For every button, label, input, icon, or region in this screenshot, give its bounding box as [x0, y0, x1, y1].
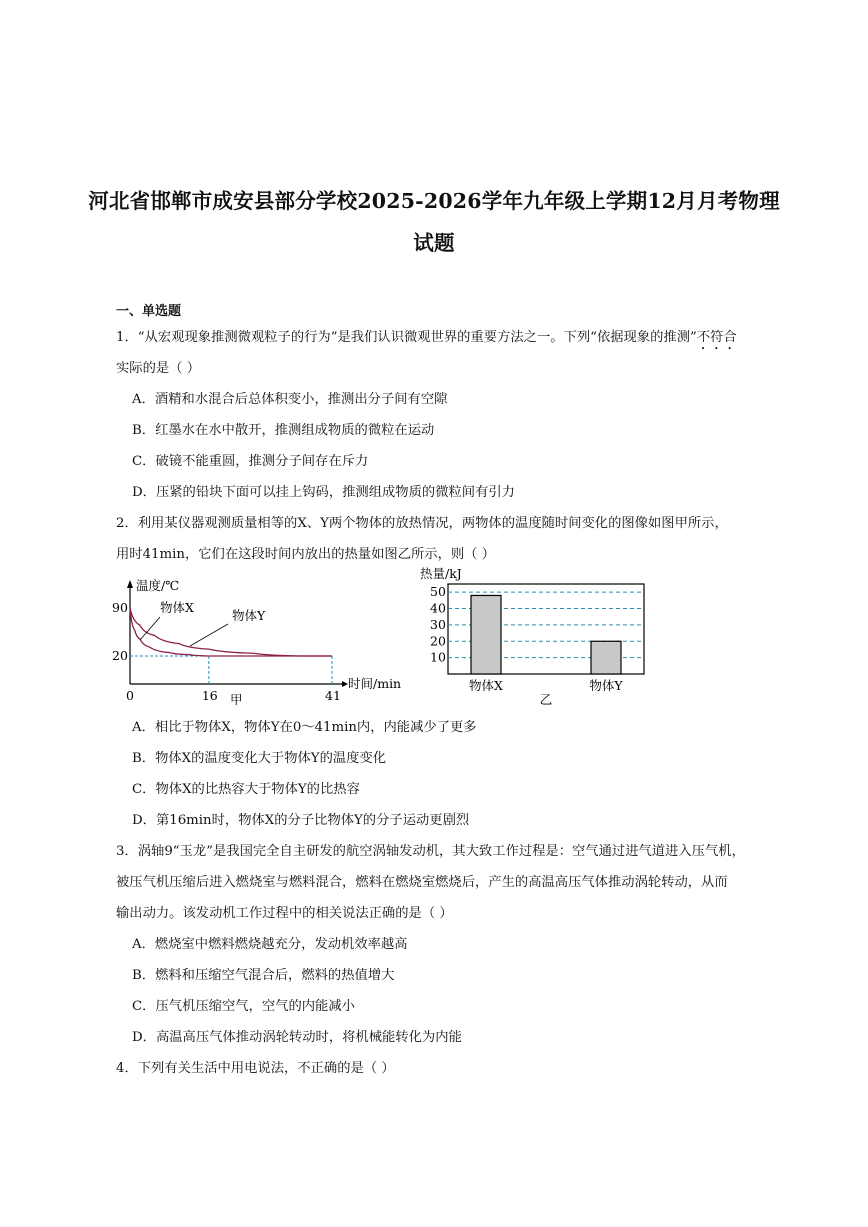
bar-y: [591, 641, 621, 674]
x-tick-label: 41: [325, 688, 341, 703]
question-1-option-c: C．破镜不能重圆，推测分子间存在斥力: [132, 454, 369, 469]
x-axis-label: 时间/min: [348, 676, 402, 691]
question-3-option-a: A．燃烧室中燃料燃烧越充分，发动机效率越高: [132, 937, 408, 952]
question-2-option-d: D．第16min时，物体X的分子比物体Y的分子运动更剧烈: [132, 813, 470, 828]
question-1-option-a: A．酒精和水混合后总体积变小，推测出分子间有空隙: [132, 392, 448, 407]
x-tick-label: 物体X: [469, 678, 503, 693]
series-line-y: [130, 608, 332, 656]
series-line-x: [130, 608, 332, 656]
question-3-stem-cont: 被压气机压缩后进入燃烧室与燃料混合，燃料在燃烧室燃烧后，产生的高温高压气体推动涡轮转动，从而: [116, 875, 728, 890]
document-title: 河北省邯郸市成安县部分学校2025-2026学年九年级上学期12月月考物理: [88, 189, 780, 213]
question-4-stem: 4．下列有关生活中用电说法，不正确的是（ ）: [116, 1061, 395, 1076]
y-tick-label: 10: [430, 649, 446, 665]
y-axis-label: 温度/℃: [136, 578, 180, 593]
y-tick-label: 50: [430, 584, 446, 600]
question-2-option-a: A．相比于物体X，物体Y在0～41min内，内能减少了更多: [132, 720, 477, 735]
chart-caption: 乙: [539, 692, 553, 707]
question-1-stem-cont: 实际的是（ ）: [116, 361, 201, 376]
question-1-stem: [116, 326, 737, 353]
section-heading: 一、单选题: [116, 304, 182, 319]
x-tick-label: 物体Y: [589, 678, 623, 693]
question-2-stem: 2．利用某仪器观测质量相等的X、Y两个物体的放热情况，两物体的温度随时间变化的图像如图甲所示，: [116, 516, 728, 531]
question-3-stem: 3．涡轴9“玉龙”是我国完全自主研发的航空涡轴发动机，其大致工作过程是：空气通过进气道进入压气机，: [116, 844, 745, 859]
x-tick-label: 16: [201, 688, 218, 703]
y-axis-label: 热量/kJ: [420, 566, 462, 581]
temperature-time-chart: [108, 572, 418, 708]
series-label-y: 物体Y: [232, 608, 266, 623]
y-tick-label: 30: [430, 616, 446, 632]
document-title-continued: 试题: [413, 231, 455, 255]
chart-caption: 甲: [230, 692, 243, 707]
question-1-option-d: D．压紧的铅块下面可以挂上钩码，推测组成物质的微粒间有引力: [132, 485, 515, 500]
question-3-option-d: D．高温高压气体推动涡轮转动时，将机械能转化为内能: [132, 1030, 462, 1045]
y-axis-arrow: [127, 580, 133, 588]
question-1-stem-text: 1．“从宏观现象推测微观粒子的行为”是我们认识微观世界的重要方法之一。下列“依据现象的推测”: [116, 330, 697, 345]
question-3-option-c: C．压气机压缩空气，空气的内能减小: [132, 999, 355, 1014]
y-tick-label: 20: [430, 633, 446, 649]
y-tick-label: 20: [112, 648, 128, 663]
question-1-emphasis: 不符合: [696, 330, 737, 345]
question-2-option-c: C．物体X的比热容大于物体Y的比热容: [132, 782, 360, 797]
question-3-stem-cont-2: 输出动力。该发动机工作过程中的相关说法正确的是（ ）: [116, 906, 453, 921]
bar-x: [471, 595, 501, 674]
x-tick-label: 0: [126, 688, 134, 703]
question-3-option-b: B．燃料和压缩空气混合后，燃料的热值增大: [132, 968, 395, 983]
question-2-option-b: B．物体X的温度变化大于物体Y的温度变化: [132, 751, 387, 766]
y-tick-label: 40: [430, 600, 446, 616]
question-2-stem-cont: 用时41min，它们在这段时间内放出的热量如图乙所示，则（ ）: [116, 547, 495, 562]
series-label-x: 物体X: [160, 600, 194, 615]
heat-bar-chart: [418, 562, 658, 710]
question-1-option-b: B．红墨水在水中散开，推测组成物质的微粒在运动: [132, 423, 435, 438]
y-tick-label: 90: [112, 600, 128, 615]
series-leader-y: [190, 624, 228, 646]
